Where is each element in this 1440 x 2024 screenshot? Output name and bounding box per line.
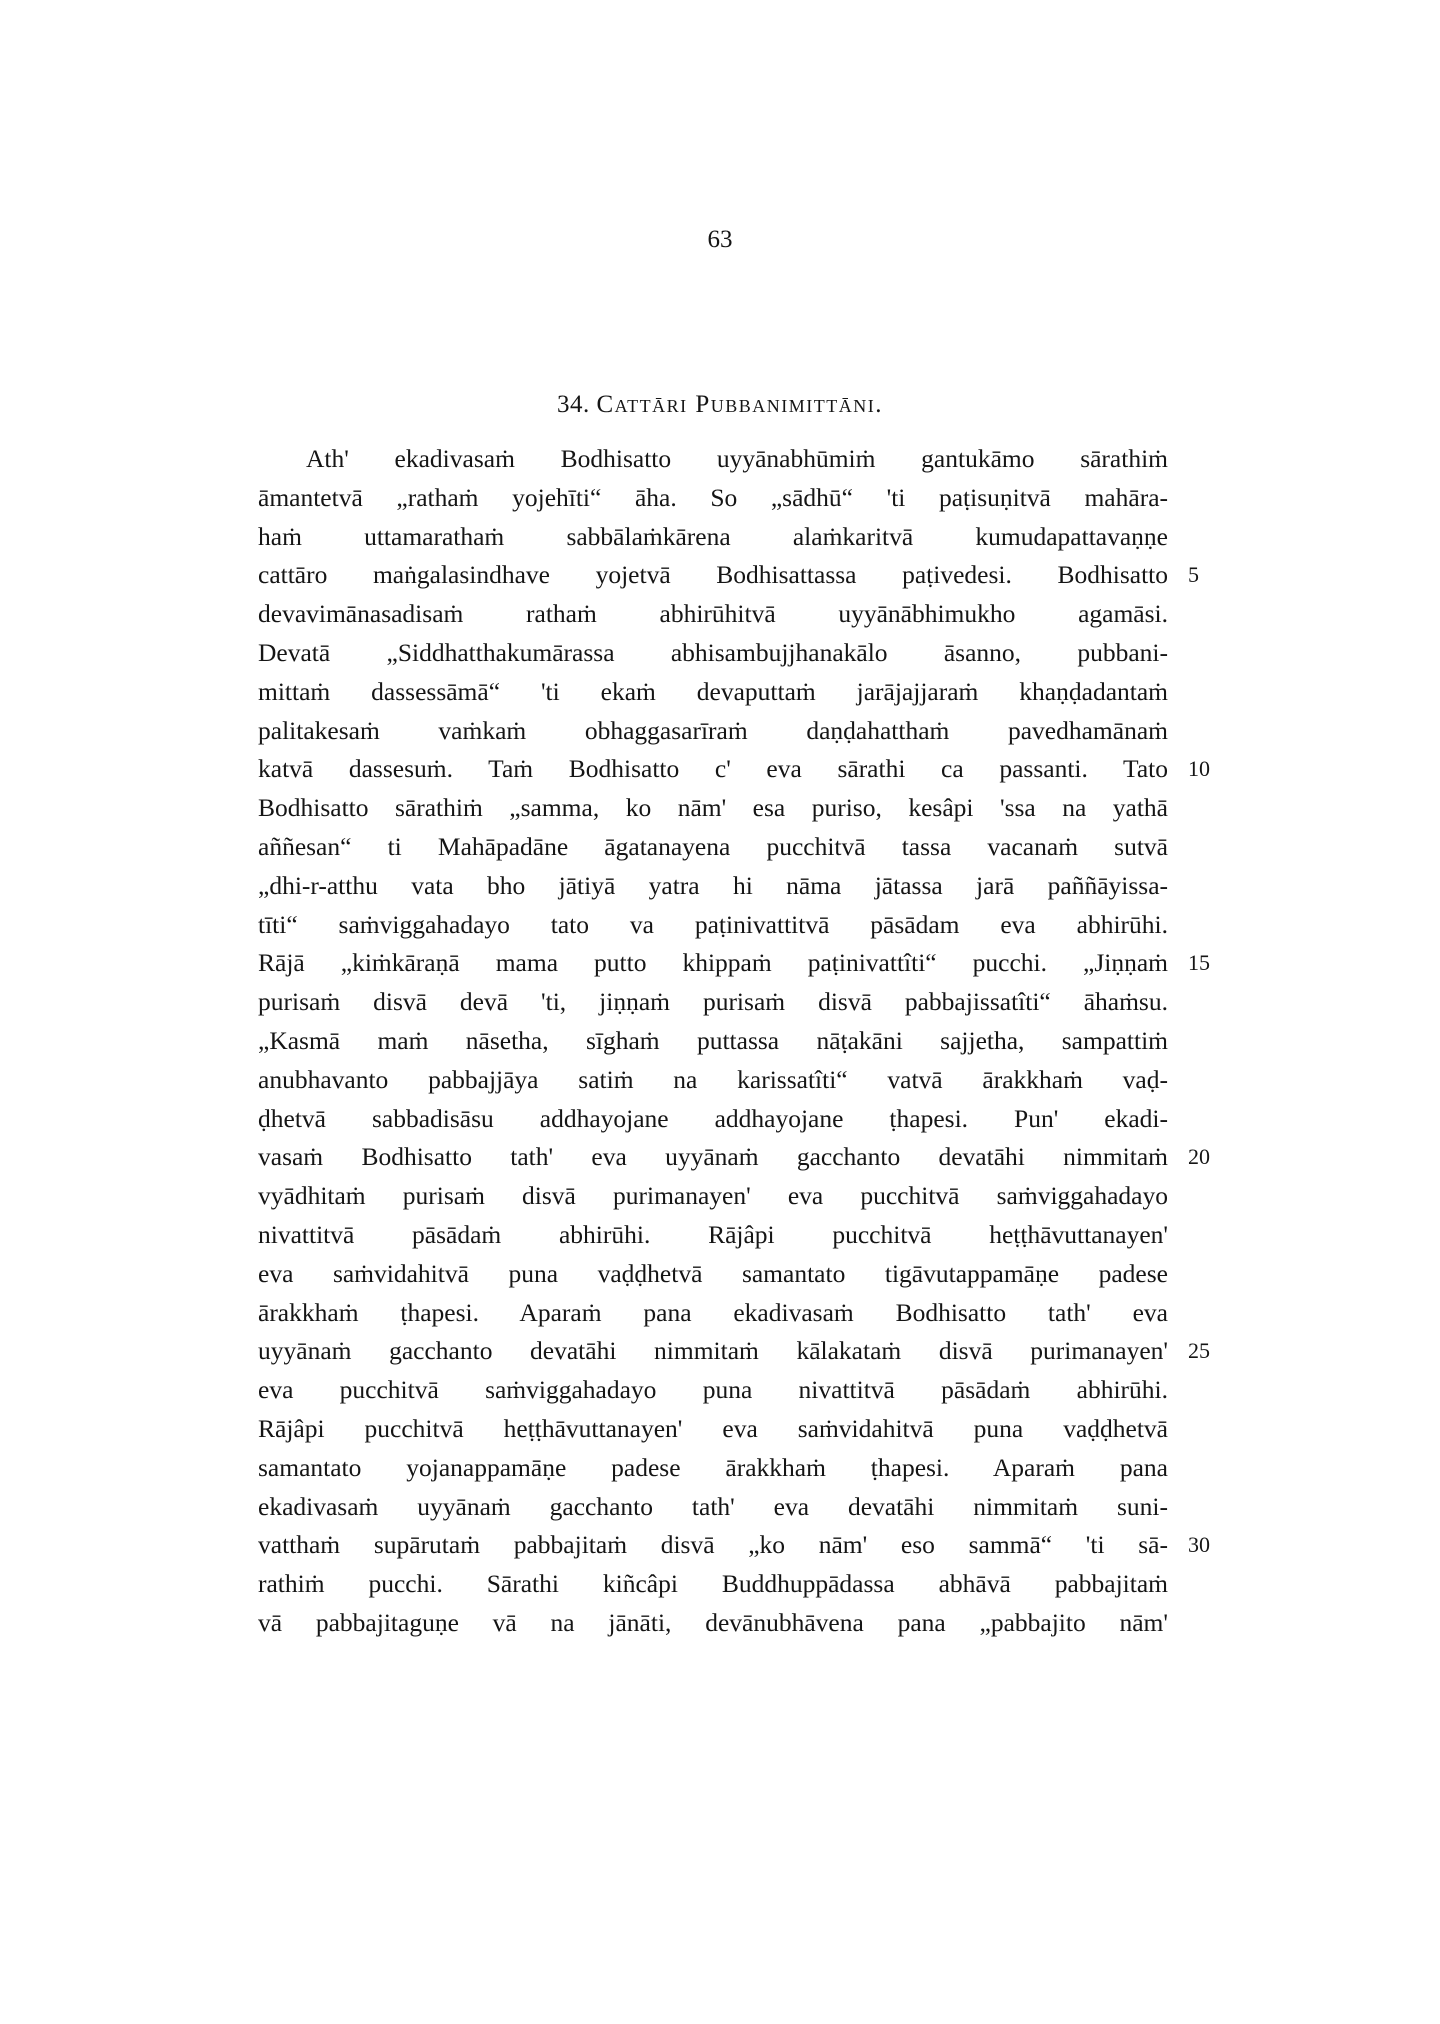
line-text: vatthaṁ supārutaṁ pabbajitaṁ disvā „ko nām' eso sammā“ 'ti sā- xyxy=(258,1530,1168,1560)
text-line xyxy=(258,789,1168,828)
text-line xyxy=(258,479,1168,518)
text-line xyxy=(258,1604,1168,1643)
line-text: palitakesaṁ vaṁkaṁ obhaggasarīraṁ daṇḍahatthaṁ pavedhamānaṁ xyxy=(258,715,1168,745)
section-heading xyxy=(0,390,1440,420)
line-number: 10 xyxy=(1188,756,1210,782)
line-text: anubhavanto pabbajjāya satiṁ na karissatîti“ vatvā ārakkhaṁ vaḍ- xyxy=(258,1064,1168,1094)
text-line xyxy=(258,1216,1168,1255)
line-text: Rājā „kiṁkāraṇā mama putto khippaṁ paṭinivattîti“ pucchi. „Jiṇṇaṁ xyxy=(258,948,1168,978)
line-text: rathiṁ pucchi. Sārathi kiñcâpi Buddhuppādassa abhāvā pabbajitaṁ xyxy=(258,1569,1168,1599)
text-line xyxy=(258,983,1168,1022)
line-text: „Kasmā maṁ nāsetha, sīghaṁ puttassa nāṭakāni sajjetha, sampattiṁ xyxy=(258,1025,1168,1055)
line-number: 20 xyxy=(1188,1144,1210,1170)
line-text: Rājâpi pucchitvā heṭṭhāvuttanayen' eva saṁvidahitvā puna vaḍḍhetvā xyxy=(258,1413,1168,1443)
line-text: cattāro maṅgalasindhave yojetvā Bodhisattassa paṭivedesi. Bodhisatto xyxy=(258,560,1168,590)
line-text: ḍhetvā sabbadisāsu addhayojane addhayojane ṭhapesi. Pun' ekadi- xyxy=(258,1103,1168,1133)
text-line xyxy=(258,1332,1210,1371)
text-line xyxy=(258,1177,1168,1216)
line-text: tīti“ saṁviggahadayo tato va paṭinivattitvā pāsādam eva abhirūhi. xyxy=(258,909,1168,939)
text-line xyxy=(258,867,1168,906)
line-text: devavimānasadisaṁ rathaṁ abhirūhitvā uyyānābhimukho agamāsi. xyxy=(258,599,1168,629)
line-text: vyādhitaṁ purisaṁ disvā purimanayen' eva pucchitvā saṁviggahadayo xyxy=(258,1181,1168,1211)
line-text: āmantetvā „rathaṁ yojehīti“ āha. So „sādhū“ 'ti paṭisuṇitvā mahāra- xyxy=(258,482,1168,512)
line-text: eva saṁvidahitvā puna vaḍḍhetvā samantato tigāvutappamāṇe padese xyxy=(258,1258,1168,1288)
line-number: 30 xyxy=(1188,1532,1210,1558)
line-text: purisaṁ disvā devā 'ti, jiṇṇaṁ purisaṁ disvā pabbajissatîti“ āhaṁsu. xyxy=(258,987,1168,1017)
line-text: ekadivasaṁ uyyānaṁ gacchanto tath' eva devatāhi nimmitaṁ suni- xyxy=(258,1491,1168,1521)
text-line xyxy=(258,944,1210,983)
line-text: eva pucchitvā saṁviggahadayo puna nivattitvā pāsādaṁ abhirūhi. xyxy=(258,1375,1168,1405)
text-line xyxy=(258,750,1210,789)
line-text: ārakkhaṁ ṭhapesi. Aparaṁ pana ekadivasaṁ Bodhisatto tath' eva xyxy=(258,1297,1168,1327)
line-text: haṁ uttamarathaṁ sabbālaṁkārena alaṁkaritvā kumudapattavaṇṇe xyxy=(258,521,1168,551)
page-number: 63 xyxy=(707,226,733,253)
line-text: aññesan“ ti Mahāpadāne āgatanayena pucchitvā tassa vacanaṁ sutvā xyxy=(258,831,1168,861)
line-text: „dhi-r-atthu vata bho jātiyā yatra hi nāma jātassa jarā paññāyissa- xyxy=(258,870,1168,900)
text-line xyxy=(258,1371,1168,1410)
text-line xyxy=(258,906,1168,945)
text-line xyxy=(258,440,1168,479)
line-text: vasaṁ Bodhisatto tath' eva uyyānaṁ gacchanto devatāhi nimmitaṁ xyxy=(258,1142,1168,1172)
text-line xyxy=(258,1294,1168,1333)
text-line xyxy=(258,1410,1168,1449)
line-text: Bodhisatto sārathiṁ „samma, ko nām' esa puriso, kesâpi 'ssa na yathā xyxy=(258,793,1168,823)
line-text: Devatā „Siddhatthakumārassa abhisambujjhanakālo āsanno, pubbani- xyxy=(258,637,1168,667)
line-text: katvā dassesuṁ. Taṁ Bodhisatto c' eva sārathi ca passanti. Tato xyxy=(258,754,1168,784)
line-text: uyyānaṁ gacchanto devatāhi nimmitaṁ kālakataṁ disvā purimanayen' xyxy=(258,1336,1168,1366)
section-title: Cattāri Pubbanimittāni. xyxy=(596,391,884,418)
text-line xyxy=(258,1255,1168,1294)
text-line xyxy=(258,712,1168,751)
text-line xyxy=(258,1022,1168,1061)
text-line xyxy=(258,1526,1210,1565)
body-text xyxy=(258,440,1210,1643)
text-line xyxy=(258,1449,1168,1488)
text-line xyxy=(258,673,1168,712)
line-text: Ath' ekadivasaṁ Bodhisatto uyyānabhūmiṁ gantukāmo sārathiṁ xyxy=(306,444,1168,473)
line-text: nivattitvā pāsādaṁ abhirūhi. Rājâpi pucchitvā heṭṭhāvuttanayen' xyxy=(258,1219,1168,1249)
line-text: mittaṁ dassessāmā“ 'ti ekaṁ devaputtaṁ jarājajjaraṁ khaṇḍadantaṁ xyxy=(258,676,1168,706)
text-line xyxy=(258,1061,1168,1100)
line-number: 15 xyxy=(1188,950,1210,976)
line-text: vā pabbajitaguṇe vā na jānāti, devānubhāvena pana „pabbajito nām' xyxy=(258,1607,1168,1637)
text-line xyxy=(258,634,1168,673)
section-number: 34. xyxy=(556,391,590,418)
line-number: 25 xyxy=(1188,1338,1210,1364)
text-line xyxy=(258,1100,1168,1139)
text-line xyxy=(258,1565,1168,1604)
text-line xyxy=(258,518,1168,557)
line-number: 5 xyxy=(1188,562,1199,588)
text-line xyxy=(258,828,1168,867)
text-line xyxy=(258,1138,1210,1177)
text-line xyxy=(258,595,1168,634)
text-line xyxy=(258,556,1199,595)
line-text: samantato yojanappamāṇe padese ārakkhaṁ ṭhapesi. Aparaṁ pana xyxy=(258,1452,1168,1482)
text-line xyxy=(258,1488,1168,1527)
